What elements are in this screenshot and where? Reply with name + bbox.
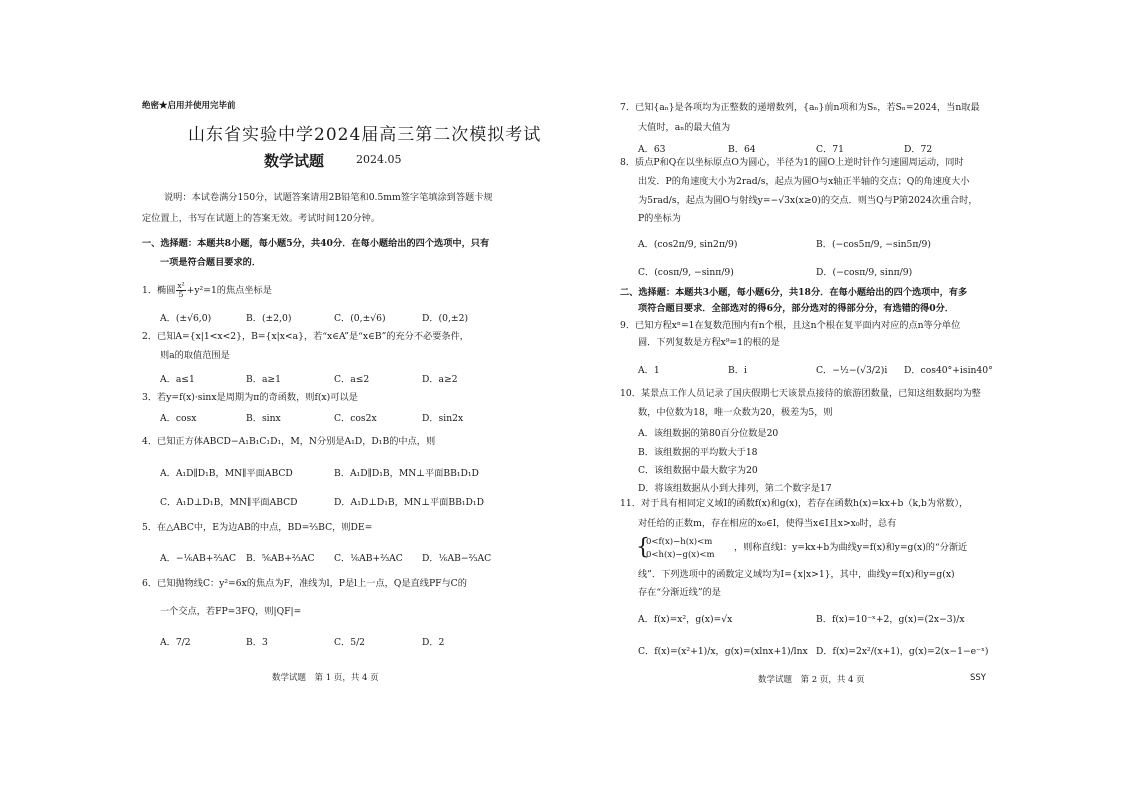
question-7-line-2: 大值时，aₙ的最大值为 [638, 122, 731, 133]
q1-frac-num: x² [177, 281, 185, 290]
q10-option-b: B．该组数据的平均数大于18 [638, 447, 758, 458]
q10-option-c: C．该组数据中最大数字为20 [638, 465, 758, 476]
q6-option-d: D．2 [422, 637, 445, 648]
q4-option-d: D．A₁D⊥D₁B，MN⊥平面BB₁D₁D [334, 497, 484, 508]
q6-option-a: A．7/2 [160, 637, 191, 648]
question-2-line-2: 则a的取值范围是 [160, 350, 230, 361]
q2-option-c: C．a≤2 [334, 374, 370, 385]
question-11-line-5: 存在“分渐近线”的是 [638, 587, 721, 598]
q11-condition-brace: { [636, 535, 650, 560]
q1-option-a: A．(±√6,0) [160, 313, 212, 324]
right-page-code: SSY [970, 673, 986, 683]
question-11-line-1: 11．对于具有相同定义域I的函数f(x)和g(x)，若存在函数h(x)=kx+b（k,b为常数）， [620, 498, 969, 509]
question-7-line-1: 7．已知{aₙ}是各项均为正整数的递增数列，{aₙ}前n项和为Sₙ，若Sₙ=2024，当n取最 [620, 102, 980, 113]
q5-option-c: C．⅙AB+⅔AC [334, 553, 403, 564]
question-3: 3．若y=f(x)·sinx是周期为π的奇函数，则f(x)可以是 [142, 392, 358, 403]
q1-suffix: +y²=1的焦点坐标是 [186, 285, 272, 296]
q1-option-b: B．(±2,0) [246, 313, 292, 324]
exam-date: 2024.05 [356, 153, 402, 166]
q7-option-b: B．64 [728, 144, 756, 155]
q1-fraction [176, 282, 185, 299]
question-10-line-2: 数，中位数为18，唯一众数为20，极差为5，则 [638, 407, 833, 418]
q6-option-c: C．5/2 [334, 637, 366, 648]
q4-option-a: A．A₁D∥D₁B，MN∥平面ABCD [160, 468, 293, 479]
q9-option-c: C．−½−(√3/2)i [816, 365, 888, 376]
question-9-line-2: 圆．下列复数是方程x⁹=1的根的是 [638, 337, 780, 348]
q7-option-a: A．63 [638, 144, 666, 155]
question-4: 4．已知正方体ABCD−A₁B₁C₁D₁，M，N分别是A₁D，D₁B的中点，则 [142, 436, 436, 447]
question-6-line-2: 一个交点，若FP=3FQ，则|QF|= [160, 606, 302, 617]
question-11-line-2: 对任给的正数m，存在相应的x₀∈I，使得当x∈I且x>x₀时，总有 [638, 518, 897, 529]
q1-frac-den: 5 [178, 290, 184, 299]
q3-option-c: C．cos2x [334, 413, 377, 424]
question-5: 5．在△ABC中，E为边AB的中点，BD=⅔BC，则DE= [142, 522, 373, 533]
q9-option-b: B．i [728, 365, 747, 376]
section2-heading-line-2: 项符合题目要求．全部选对的得6分，部分选对的得部分分，有选错的得0分． [638, 303, 954, 314]
question-8-line-3: 为5rad/s，起点为圆O与射线y=−√3x(x≥0)的交点．则当Q与P第2024次重合时， [638, 195, 978, 206]
q5-option-d: D．⅙AB−⅔AC [422, 553, 492, 564]
question-6-line-1: 6．已知抛物线C：y²=6x的焦点为F，准线为l，P是l上一点，Q是直线PF与C的 [142, 578, 467, 589]
q10-option-a: A．该组数据的第80百分位数是20 [638, 428, 779, 439]
q2-option-b: B．a≥1 [246, 374, 281, 385]
q7-option-d: D．72 [904, 144, 933, 155]
q8-option-d: D．(−cosπ/9, sinπ/9) [816, 267, 913, 278]
q11-condition-1: 0<f(x)−h(x)<m [646, 537, 713, 547]
question-1 [142, 282, 272, 299]
question-8-line-1: 8．质点P和Q在以坐标原点O为圆心，半径为1的圆O上逆时针作匀速圆周运动，同时 [620, 157, 964, 168]
q9-option-d: D．cos40°+isin40° [904, 365, 993, 376]
left-page [0, 0, 560, 794]
q7-option-c: C．71 [816, 144, 844, 155]
left-page-footer: 数学试题 第 1 页，共 4 页 [272, 673, 379, 683]
question-10-line-1: 10．某景点工作人员记录了国庆假期七天该景点接待的旅游团数量，已知这组数据均为整 [620, 388, 981, 399]
q5-option-b: B．⅚AB+⅔AC [246, 553, 315, 564]
question-8-line-4: P的坐标为 [638, 213, 681, 224]
q11-option-c: C．f(x)=(x²+1)/x，g(x)=(xlnx+1)/lnx [638, 646, 808, 657]
section1-heading-line-1: 一、选择题：本题共8小题，每小题5分，共40分．在每小题给出的四个选项中，只有 [142, 238, 490, 249]
instructions-line-1: 说明：本试卷满分150分，试题答案请用2B铅笔和0.5mm签字笔填涂到答题卡规 [164, 192, 493, 203]
q8-option-a: A．(cos2π/9, sin2π/9) [638, 239, 738, 250]
q11-condition-2: 0<h(x)−g(x)<m [646, 550, 715, 560]
q11-option-b: B．f(x)=10⁻ˣ+2，g(x)=(2x−3)/x [816, 614, 965, 625]
q4-option-c: C．A₁D⊥D₁B，MN∥平面ABCD [160, 497, 298, 508]
subject-title: 数学试题 [264, 152, 325, 170]
question-2-line-1: 2．已知A={x|1<x<2}，B={x|x<a}，若“x∈A”是“x∈B”的充分不必要条件， [142, 331, 469, 342]
q10-option-d: D．将该组数据从小到大排列，第二个数字是17 [638, 483, 832, 494]
q1-prefix: 1．椭圆 [142, 285, 176, 296]
q3-option-b: B．sinx [246, 413, 281, 424]
confidential-tag: 绝密★启用并使用完毕前 [142, 101, 236, 111]
q11-option-d: D．f(x)=2x²/(x+1)，g(x)=2(x−1−e⁻ˣ) [816, 646, 989, 657]
q1-option-d: D．(0,±2) [422, 313, 469, 324]
q2-option-d: D．a≥2 [422, 374, 458, 385]
q4-option-b: B．A₁D∥D₁B，MN⊥平面BB₁D₁D [334, 468, 479, 479]
right-page-footer: 数学试题 第 2 页，共 4 页 [758, 675, 865, 685]
question-8-line-2: 出发．P的角速度大小为2rad/s，起点为圆O与x轴正半轴的交点；Q的角速度大小 [638, 176, 970, 187]
q8-option-c: C．(cosπ/9, −sinπ/9) [638, 267, 734, 278]
question-11-line-3: ，则称直线l：y=kx+b为曲线y=f(x)和y=g(x)的“分渐近 [734, 542, 968, 553]
q11-option-a: A．f(x)=x²，g(x)=√x [638, 614, 733, 625]
q3-option-d: D．sin2x [422, 413, 464, 424]
right-page [562, 0, 1123, 794]
section2-heading-line-1: 二、选择题：本题共3小题，每小题6分，共18分．在每小题给出的四个选项中，有多 [620, 287, 968, 298]
q6-option-b: B．3 [246, 637, 268, 648]
q1-option-c: C．(0,±√6) [334, 313, 386, 324]
q2-option-a: A．a≤1 [160, 374, 195, 385]
exam-title: 山东省实验中学2024届高三第二次模拟考试 [188, 125, 542, 145]
question-9-line-1: 9．已知方程xⁿ=1在复数范围内有n个根，且这n个根在复平面内对应的点n等分单位 [620, 320, 961, 331]
q9-option-a: A．1 [638, 365, 660, 376]
section1-heading-line-2: 一项是符合题目要求的． [160, 257, 262, 268]
question-11-line-4: 线”．下列选项中的函数定义域均为I={x|x>1}，其中，曲线y=f(x)和y=g(x) [638, 569, 955, 580]
q5-option-a: A．−⅙AB+⅔AC [160, 553, 237, 564]
q3-option-a: A．cosx [160, 413, 197, 424]
q8-option-b: B．(−cos5π/9, −sin5π/9) [816, 239, 931, 250]
instructions-line-2: 定位置上，书写在试题上的答案无效。考试时间120分钟。 [142, 213, 381, 224]
